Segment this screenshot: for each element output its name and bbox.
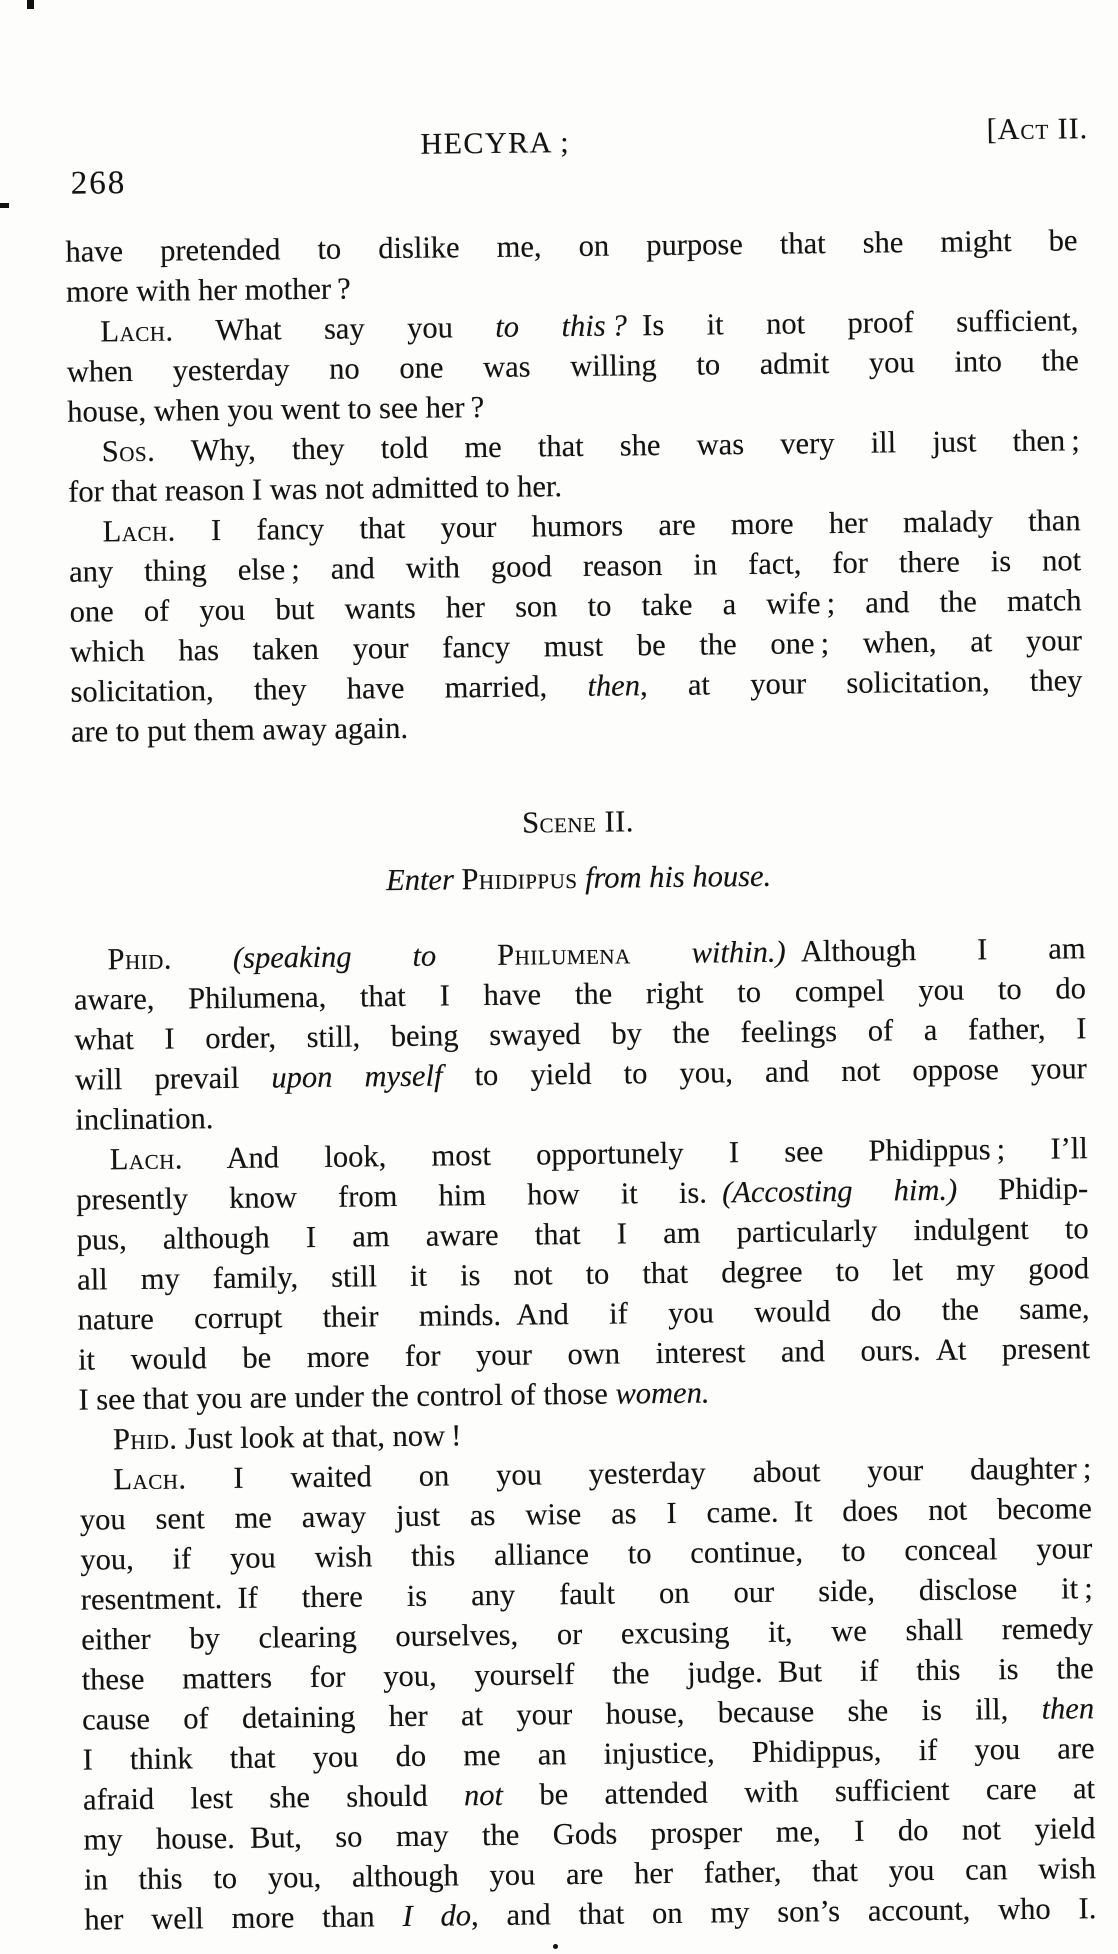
- text-segment: Lach.: [113, 1461, 187, 1497]
- scan-artifact-margin-dash: [0, 203, 9, 208]
- text-segment: Although I am: [785, 931, 1086, 969]
- text-segment: then: [1041, 1691, 1095, 1726]
- text-segment: Lach.: [109, 1141, 184, 1177]
- text-segment: aware, Philumena, that I have the right to compel you to do: [73, 971, 1087, 1017]
- text-segment: Philumena: [496, 936, 631, 972]
- text-segment: Just look at that, now !: [177, 1418, 462, 1456]
- text-segment: women.: [615, 1375, 710, 1411]
- text-segment: inclination.: [75, 1101, 214, 1137]
- text-segment: upon myself: [271, 1058, 443, 1095]
- text-segment: (speaking to: [232, 937, 498, 975]
- text-segment: any thing else ; and with good reason in fact, for there is not: [68, 543, 1082, 589]
- text-segment: Sos.: [101, 433, 156, 469]
- text-segment: pus, although I am aware that I am particularly indulgent to: [76, 1211, 1089, 1257]
- text-line: [72, 796, 1084, 847]
- speech-paragraph: [65, 220, 1078, 311]
- text-segment: these matters for you, yourself the judge. But if this is the: [81, 1651, 1094, 1697]
- text-segment: What say you: [173, 309, 496, 348]
- speech-paragraph: [73, 928, 1087, 1139]
- text-segment: , at your solicitation, they: [639, 663, 1083, 703]
- text-segment: Lach.: [100, 313, 174, 349]
- text-segment: her well more than: [84, 1899, 403, 1937]
- speech-paragraph: [66, 300, 1079, 431]
- text-segment: from his house.: [577, 858, 772, 895]
- text-segment: nature corrupt their minds. And if you would do the same,: [77, 1291, 1090, 1337]
- text-segment: resentment. If there is any fault on our side, disclose it ;: [80, 1571, 1093, 1617]
- text-segment: for that reason I was not admitted to her.: [68, 469, 563, 509]
- page-body: [65, 220, 1096, 1939]
- text-segment: Is it not proof sufficient,: [626, 303, 1079, 343]
- text-segment: to this ?: [495, 308, 628, 344]
- text-segment: I think that you do me an injustice, Phidippus, if you are: [82, 1731, 1095, 1777]
- text-segment: Why, they told me that she was very ill just then ;: [155, 423, 1080, 468]
- text-segment: either by clearing ourselves, or excusing it, we shall remedy: [81, 1611, 1094, 1657]
- text-segment: it would be more for your own interest and ours. At present: [77, 1331, 1091, 1377]
- stage-direction: [72, 852, 1084, 903]
- text-segment: , and that on my son’s account, who I.: [470, 1891, 1097, 1933]
- page-scan: [64, 110, 1097, 1939]
- text-segment: what I order, still, being swayed by the feelings of a father, I: [74, 1011, 1087, 1057]
- text-segment: Phid.: [112, 1421, 178, 1457]
- text-segment: I waited on you yesterday about your daughter ;: [186, 1451, 1092, 1496]
- text-segment: house, when you went to see her ?: [67, 389, 485, 429]
- speech-paragraph: [76, 1128, 1091, 1419]
- scan-artifact-bottom-dot: [553, 1944, 558, 1949]
- text-segment: not: [463, 1777, 504, 1813]
- running-title: HECYRA ;: [420, 126, 571, 161]
- text-segment: I do: [402, 1898, 472, 1934]
- act-header: [Act II.: [986, 112, 1089, 147]
- text-segment: have pretended to dislike me, on purpose that she might be: [65, 223, 1078, 269]
- text-segment: Phidippus: [461, 860, 578, 897]
- text-segment: afraid lest she should: [82, 1778, 465, 1817]
- text-line: [72, 852, 1084, 903]
- text-segment: Lach.: [102, 513, 176, 549]
- scene-heading: [72, 796, 1084, 847]
- text-segment: one of you but wants her son to take a wife ; and the match: [69, 583, 1082, 629]
- text-segment: And look, most opportunely I see Phidippus ; I’ll: [182, 1131, 1088, 1176]
- page-number: 268: [70, 165, 127, 202]
- text-segment: solicitation, they have married,: [70, 668, 588, 709]
- speech-paragraph: [79, 1448, 1096, 1939]
- text-segment: which has taken your fancy must be the one ; when, at your: [69, 623, 1083, 669]
- text-segment: more with her mother ?: [65, 271, 351, 309]
- text-segment: when yesterday no one was willing to admit you into the: [66, 343, 1079, 389]
- text-segment: cause of detaining her at your house, because she is ill,: [81, 1691, 1042, 1737]
- text-segment: Scene II.: [521, 804, 635, 840]
- speech-paragraph: [68, 420, 1081, 511]
- scan-artifact-corner: [27, 0, 34, 9]
- text-segment: I fancy that your humors are more her malady than: [175, 503, 1081, 548]
- text-segment: Phidip-: [957, 1171, 1089, 1207]
- text-segment: [172, 941, 233, 976]
- text-segment: Phid.: [107, 941, 173, 977]
- text-segment: all my family, still it is not to that degree to let my good: [76, 1251, 1090, 1297]
- text-segment: you sent me away just as wise as I came. It does not become: [79, 1491, 1093, 1537]
- text-segment: within.): [630, 934, 786, 971]
- text-segment: presently know from him how it is.: [76, 1175, 723, 1217]
- text-segment: will prevail: [74, 1060, 272, 1097]
- page-header: [64, 110, 1089, 231]
- text-segment: I see that you are under the control of those: [78, 1376, 616, 1417]
- text-segment: then: [587, 668, 641, 703]
- text-segment: you, if you wish this alliance to continue, to conceal your: [80, 1531, 1093, 1577]
- speech-paragraph: [68, 500, 1083, 751]
- text-segment: in this to you, although you are her father, that you can wish: [83, 1851, 1097, 1897]
- text-segment: be attended with sufficient care at: [502, 1771, 1096, 1812]
- text-segment: (Accosting him.): [721, 1172, 958, 1210]
- text-segment: Enter: [385, 862, 462, 898]
- text-segment: are to put them away again.: [70, 710, 409, 749]
- text-segment: to yield to you, and not oppose your: [442, 1051, 1088, 1093]
- text-segment: my house. But, so may the Gods prosper me, I do not yield: [83, 1811, 1096, 1857]
